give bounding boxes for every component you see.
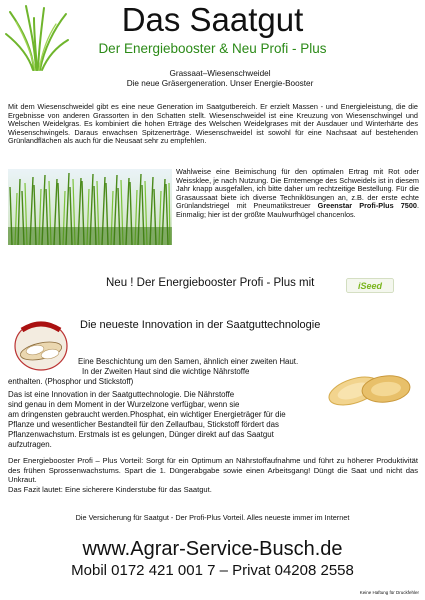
page-title: Das Saatgut bbox=[121, 1, 304, 38]
mixture-text-a: Wahlweise eine Beimischung für den optimalen Ertrag mit Rot oder Weissklee, je nach Nutzung. Die Erntemenge des Schweidels ist in diesem Jahr knapp ausgefallen, ich bitte daher um rechtzeitige Bestellung. Für die Grasaussaat biete ich diverse Techniklösungen an, z.B. der erste echte Grünlandstriegel mit Pneumatikstreuer bbox=[176, 167, 419, 211]
insurance-slogan: Die Versicherung für Saatgut - Der Profi-Plus Vorteil. Alles neueste immer im Internet bbox=[75, 513, 350, 522]
innovation-line: enthalten. (Phosphor und Stickstoff) bbox=[8, 377, 134, 386]
website-link[interactable]: www.Agrar-Service-Busch.de bbox=[82, 538, 343, 560]
page-subtitle: Der Energiebooster & Neu Profi - Plus bbox=[98, 41, 327, 56]
innovation-title: Die neueste Innovation in der Saatguttechnologie bbox=[80, 319, 321, 331]
mixture-paragraph bbox=[176, 168, 419, 219]
innovation-line: Eine Beschichtung um den Samen, ähnlich einer zweiten Haut. bbox=[78, 357, 299, 366]
product-name-greenstar: Greenstar Profi-Plus 7500 bbox=[317, 201, 417, 211]
innovation-line: am dringensten gebraucht werden.Phosphat, ein wichtiger Energieträger für die bbox=[8, 410, 286, 419]
intro-paragraph: Mit dem Wiesenschweidel gibt es eine neue Generation im Saatgutbereich. Er erzielt Massen - und Energieleistung, die die Ergebnisse von anderen Grassorten in den Schatten stellt. Wiesenschweidel ist eine Kreuzung von Wiesenschwingel und Welschen Weidelgras. Es kombiniert die hohen Erträge des Welschen Weidelgrases mit der Ausdauer und Winterhärte des Wiesenschwingels. Daraus erwachsen Spitzenerträge. Wiesenschweidel ist sowohl für eine Nachsaat auf bestehenden Grünlandflächen als auch für die Neusaat sehr zu empfehlen. bbox=[8, 102, 418, 146]
mixture-text-b: . Einmalig; hier ist der größte Maulwurfhügel chancenlos. bbox=[176, 201, 419, 219]
iseed-logo-text: iSeed bbox=[357, 281, 383, 291]
innovation-line: sind genau in dem Moment in der Wurzelzone verfügbar, wenn sie bbox=[8, 400, 240, 409]
tagline-generation: Die neue Gräsergeneration. Unser Energie-Booster bbox=[126, 79, 314, 88]
coated-seeds-image bbox=[324, 367, 414, 411]
iseed-logo bbox=[346, 278, 394, 293]
phone-numbers: Mobil 0172 421 001 7 – Privat 04208 2558 bbox=[71, 562, 354, 579]
innovation-line: In der Zweiten Haut sind die wichtige Nährstoffe bbox=[82, 367, 250, 376]
advantage-paragraph bbox=[8, 456, 418, 494]
advantage-text: Der Energiebooster Profi – Plus Vorteil: Sorgt für ein Optimum an Nährstoffaufnahme und führt zu höherer Produktivität des frühen Sprossenwachstums. Spart die 1. Düngerabgabe sowie einen Arbeitsgang! Düngt die Saat und nicht das Unkraut. bbox=[8, 456, 418, 484]
tagline-product: Grassaat–Wiesenschweidel bbox=[169, 69, 271, 78]
innovation-line: Pflanze und wesentlicher Bestandteil für den Zellaufbau, Stickstoff fördert das bbox=[8, 420, 279, 429]
fazit-line: Das Fazit lautet: Eine sicherere Kinderstube für das Saatgut. bbox=[8, 484, 212, 494]
grass-field-image bbox=[8, 169, 172, 245]
liability-disclaimer: Keine Haftung für Druckfehler bbox=[359, 590, 419, 595]
innovation-line: aufzutragen. bbox=[8, 440, 52, 449]
innovation-line: Das ist eine Innovation in der Saatguttechnologie. Die Nährstoffe bbox=[8, 390, 235, 399]
innovation-line: Pflanzenwachstum. Erstmals ist es gelungen, Dünger direkt auf das Saatgut bbox=[8, 430, 274, 439]
neu-announcement: Neu ! Der Energiebooster Profi - Plus mit bbox=[106, 277, 315, 289]
coated-seed-badge-icon bbox=[10, 318, 72, 374]
